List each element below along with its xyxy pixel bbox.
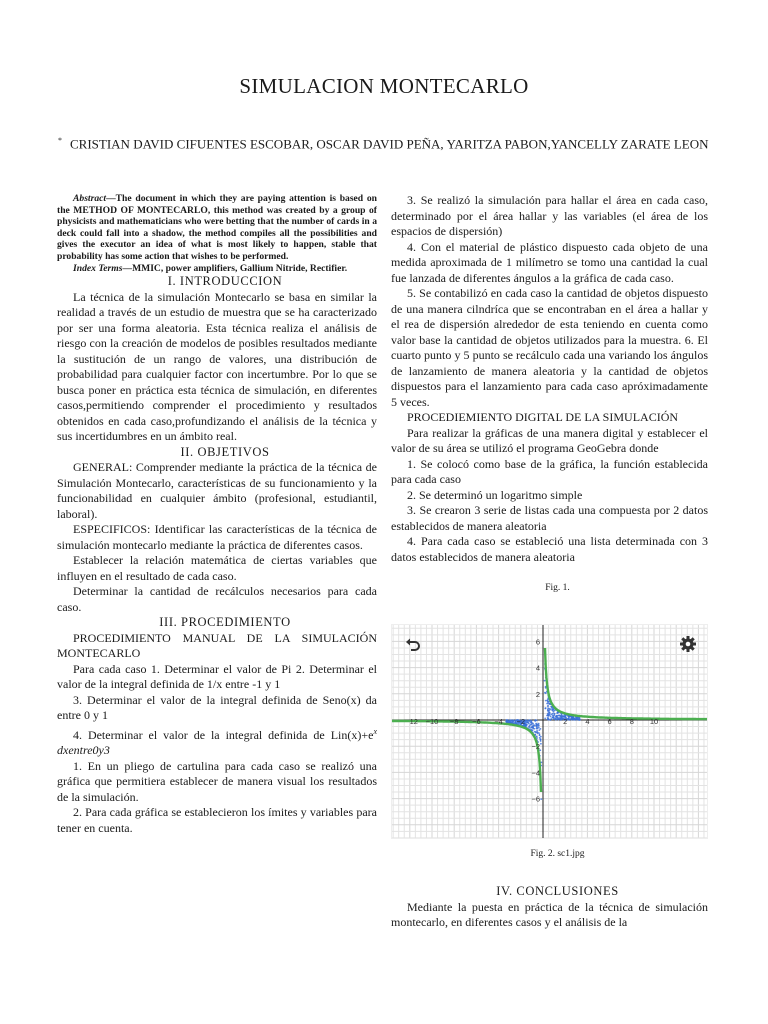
- simulation-point: [557, 716, 559, 718]
- objectives-specific-3: Determinar la cantidad de recálculos necesarios para cada caso.: [57, 584, 377, 614]
- simulation-point: [526, 723, 528, 725]
- simulation-point: [548, 711, 550, 713]
- procedure-step: Para realizar la gráficas de una manera digital y establecer el valor de su área se utilizó el programa GeoGebra donde: [391, 425, 708, 455]
- simulation-point: [547, 704, 549, 706]
- simulation-point: [572, 717, 574, 719]
- simulation-point: [558, 714, 560, 716]
- section-heading-objectives: II. OBJETIVOS: [180, 444, 270, 459]
- index-terms-text: —MMIC, power amplifiers, Gallium Nitride, Rectifier.: [122, 262, 348, 274]
- simulation-point: [540, 742, 542, 744]
- simulation-point: [561, 713, 563, 715]
- x-tick-label: −2: [516, 716, 526, 726]
- simulation-point: [528, 726, 530, 728]
- simulation-point: [557, 718, 559, 720]
- procedure-step: 1. En un pliego de cartulina para cada caso se realizó una gráfica que permitiera establecer de manera visual los resultados de la simulación.: [57, 758, 377, 804]
- simulation-point: [538, 726, 540, 728]
- simulation-point: [567, 717, 569, 719]
- simulation-point: [532, 722, 534, 724]
- procedure-step-text: 4. Determinar el valor de la integral definida de Lin(x)+e: [73, 727, 374, 742]
- simulation-point: [532, 726, 534, 728]
- y-tick-label: 2: [535, 689, 540, 699]
- simulation-point: [574, 717, 576, 719]
- simulation-point: [540, 735, 542, 737]
- graph-background: [391, 624, 708, 839]
- simulation-point: [547, 707, 549, 709]
- index-terms: [57, 263, 377, 275]
- author-names: CRISTIAN DAVID CIFUENTES ESCOBAR, OSCAR DAVID PEÑA, YARITZA PABON,YANCELLY ZARATE LEON: [70, 136, 709, 152]
- procedure-step: 5. Se contabilizó en cada caso la cantidad de objetos dispuesto de una manera cilndríca que se encontraban en el área a hallar y el rea de dispersión alrededor de esta teniendo en cuenta como valor base la cantidad de objetos utilizados para la muestra. 6. El cuarto punto y 5 punto se recálculo cada una variando los ángulos de lanzamiento de manera aleatoria y la cantidad de objetos dispuestos para el lanzamiento para cada caso apróximadamente 5 veces.: [391, 286, 708, 409]
- digital-procedure-heading: PROCEDIEMIENTO DIGITAL DE LA SIMULACIÓN: [407, 410, 679, 424]
- simulation-point: [550, 715, 552, 717]
- objectives-general: GENERAL: Comprender mediante la práctica de la técnica de Simulación Montecarlo, características de su funcionamiento y la funcionabilidad en cualquier ámbito (profesional, estudiantil, laboral).: [57, 460, 377, 521]
- simulation-point: [550, 718, 552, 720]
- x-tick-label: 10: [649, 716, 659, 726]
- simulation-point: [549, 707, 551, 709]
- graph-canvas: [391, 624, 708, 839]
- simulation-point: [511, 720, 513, 722]
- figure-1-caption: Fig. 1.: [545, 583, 570, 593]
- simulation-point: [546, 702, 548, 704]
- exponent: x: [373, 726, 377, 736]
- gear-icon: [679, 635, 697, 653]
- simulation-point: [544, 717, 546, 719]
- simulation-point: [528, 719, 530, 721]
- procedure-step: 3. Determinar el valor de la integral definida de Seno(x) da entre 0 y 1: [57, 692, 377, 723]
- simulation-point: [536, 719, 538, 721]
- simulation-point: [559, 717, 561, 719]
- y-tick-label: −2: [531, 741, 540, 751]
- simulation-point: [540, 740, 542, 742]
- abstract-text: —The document in which they are paying attention is based on the METHOD OF MONTECARLO, this method was created by a group of physicists and mathematicians who were betting that the number of cards in a deck could fall into a shadow, the method compiles all the possibilities and gives the executor an idea of what is most likely to happen, stable that probability has some action that wishes to be performed.: [57, 193, 377, 262]
- x-tick-label: 12: [409, 716, 418, 726]
- simulation-point: [535, 731, 537, 733]
- simulation-point: [539, 733, 541, 735]
- simulation-point: [533, 724, 535, 726]
- simulation-point: [538, 729, 540, 731]
- simulation-point: [545, 707, 547, 709]
- x-tick-label: −4: [494, 716, 503, 726]
- abstract-label: Abstract: [73, 193, 107, 204]
- procedure-step-math: dxentre0y3: [57, 743, 110, 758]
- intro-paragraph: La técnica de la simulación Montecarlo se basa en similar la realidad a través de un estudio de muestra que se ha caracterizado por ser una forma aleatoria. Esta técnica realiza el análisis de riesgo con la creación de modelos de posibles resultados mediante la sustitución de un rango de valores, una distribución de probabilidad para cualquier factor con incertumbre. Por lo que se busca poner en práctica esta técnica de simulación, en diferentes casos,permitiendo comprender el procedimiento y resultados obtenidos en cada caso,profundizando el análisis de la técnica y sus incertidumbres en un ámbito real.: [57, 289, 377, 444]
- simulation-point: [526, 719, 528, 721]
- objectives-specific: ESPECIFICOS: Identificar las características de la técnica de simulación montecarlo mediante la práctica de diferentes casos.: [57, 522, 377, 552]
- simulation-point: [551, 708, 553, 710]
- left-column: [57, 193, 377, 836]
- simulation-point: [530, 726, 532, 728]
- index-terms-label: Index Terms: [73, 262, 123, 274]
- geogebra-graph: [391, 624, 708, 839]
- simulation-point: [529, 724, 531, 726]
- procedure-step: [57, 724, 377, 759]
- simulation-point: [554, 712, 556, 714]
- section-heading-intro: I. INTRODUCCION: [167, 274, 283, 289]
- simulation-point: [556, 715, 558, 717]
- simulation-point: [547, 709, 549, 711]
- simulation-point: [545, 699, 547, 701]
- x-tick-label: 2: [563, 716, 568, 726]
- procedure-step: 3. Se crearon 3 serie de listas cada una compuesta por 2 datos establecidos de manera aleatoria: [391, 503, 708, 533]
- simulation-point: [531, 721, 533, 723]
- simulation-point: [536, 735, 538, 737]
- x-tick-label: 8: [629, 716, 634, 726]
- simulation-point: [570, 717, 572, 719]
- x-tick-label: 4: [585, 716, 590, 726]
- manual-procedure-heading: PROCEDIMIENTO MANUAL DE LA SIMULACIÓN MONTECARLO: [57, 630, 377, 661]
- simulation-point: [538, 722, 540, 724]
- section-heading-procedure: III. PROCEDIMIENTO: [159, 615, 291, 630]
- abstract: [57, 193, 377, 263]
- y-tick-label: 6: [535, 636, 540, 646]
- simulation-point: [545, 692, 547, 694]
- procedure-step: Para cada caso 1. Determinar el valor de Pi 2. Determinar el valor de la integral definida de 1/x entre -1 y 1: [57, 661, 377, 692]
- simulation-point: [547, 700, 549, 702]
- x-tick-label: −6: [472, 716, 481, 726]
- paper-title: SIMULACION MONTECARLO: [239, 74, 529, 98]
- author-list: [58, 136, 768, 152]
- figure-2-caption: Fig. 2. sc1.jpg: [530, 848, 585, 859]
- simulation-point: [536, 727, 538, 729]
- procedure-step: 4. Para cada caso se estableció una lista determinada con 3 datos establecidos de manera aleatoria: [391, 534, 708, 564]
- x-tick-label: −8: [449, 716, 459, 726]
- undo-icon: [404, 636, 422, 654]
- procedure-step: 3. Se realizó la simulación para hallar el área en cada caso, determinado por el área hallar y las variables (el área de los espacios de dispersión): [391, 193, 708, 238]
- simulation-point: [553, 717, 555, 719]
- simulation-point: [536, 723, 538, 725]
- procedure-step: 4. Con el material de plástico dispuesto cada objeto de una medida aproximada de 1 milímetro se tomo una cantidad la cual fue lanzada de diferentes ángulos a la gráfica de cada caso.: [391, 239, 708, 285]
- conclusions-paragraph: Mediante la puesta en práctica de la técnica de simulación montecarlo, en diferentes casos y el análisis de la: [391, 899, 708, 929]
- x-tick-label: −10: [425, 716, 439, 726]
- x-tick-label: 6: [607, 716, 612, 726]
- simulation-point: [544, 679, 546, 681]
- y-tick-label: −4: [531, 767, 540, 777]
- simulation-point: [550, 705, 552, 707]
- simulation-point: [575, 718, 577, 720]
- simulation-point: [553, 710, 555, 712]
- simulation-point: [531, 719, 533, 721]
- simulation-point: [548, 717, 550, 719]
- procedure-step: 1. Se colocó como base de la gráfica, la función establecida para cada caso: [391, 456, 708, 486]
- simulation-point: [555, 718, 557, 720]
- y-tick-label: −6: [531, 794, 540, 804]
- author-footnote-mark: *: [58, 136, 62, 145]
- simulation-point: [509, 719, 511, 721]
- objectives-specific-2: Establecer la relación matemática de ciertas variables que influyen en el resultado de cada caso.: [57, 553, 377, 583]
- simulation-point: [540, 798, 542, 800]
- simulation-point: [569, 716, 571, 718]
- procedure-step: 2. Se determinó un logaritmo simple: [407, 487, 583, 502]
- simulation-point: [579, 717, 581, 719]
- simulation-point: [548, 713, 550, 715]
- procedure-step: 2. Para cada gráfica se establecieron los ímites y variables para tener en cuenta.: [57, 805, 377, 835]
- y-tick-label: 4: [535, 663, 540, 673]
- simulation-point: [537, 731, 539, 733]
- section-heading-conclusions: IV. CONCLUSIONES: [496, 884, 619, 898]
- right-column: [391, 193, 708, 931]
- simulation-point: [552, 712, 554, 714]
